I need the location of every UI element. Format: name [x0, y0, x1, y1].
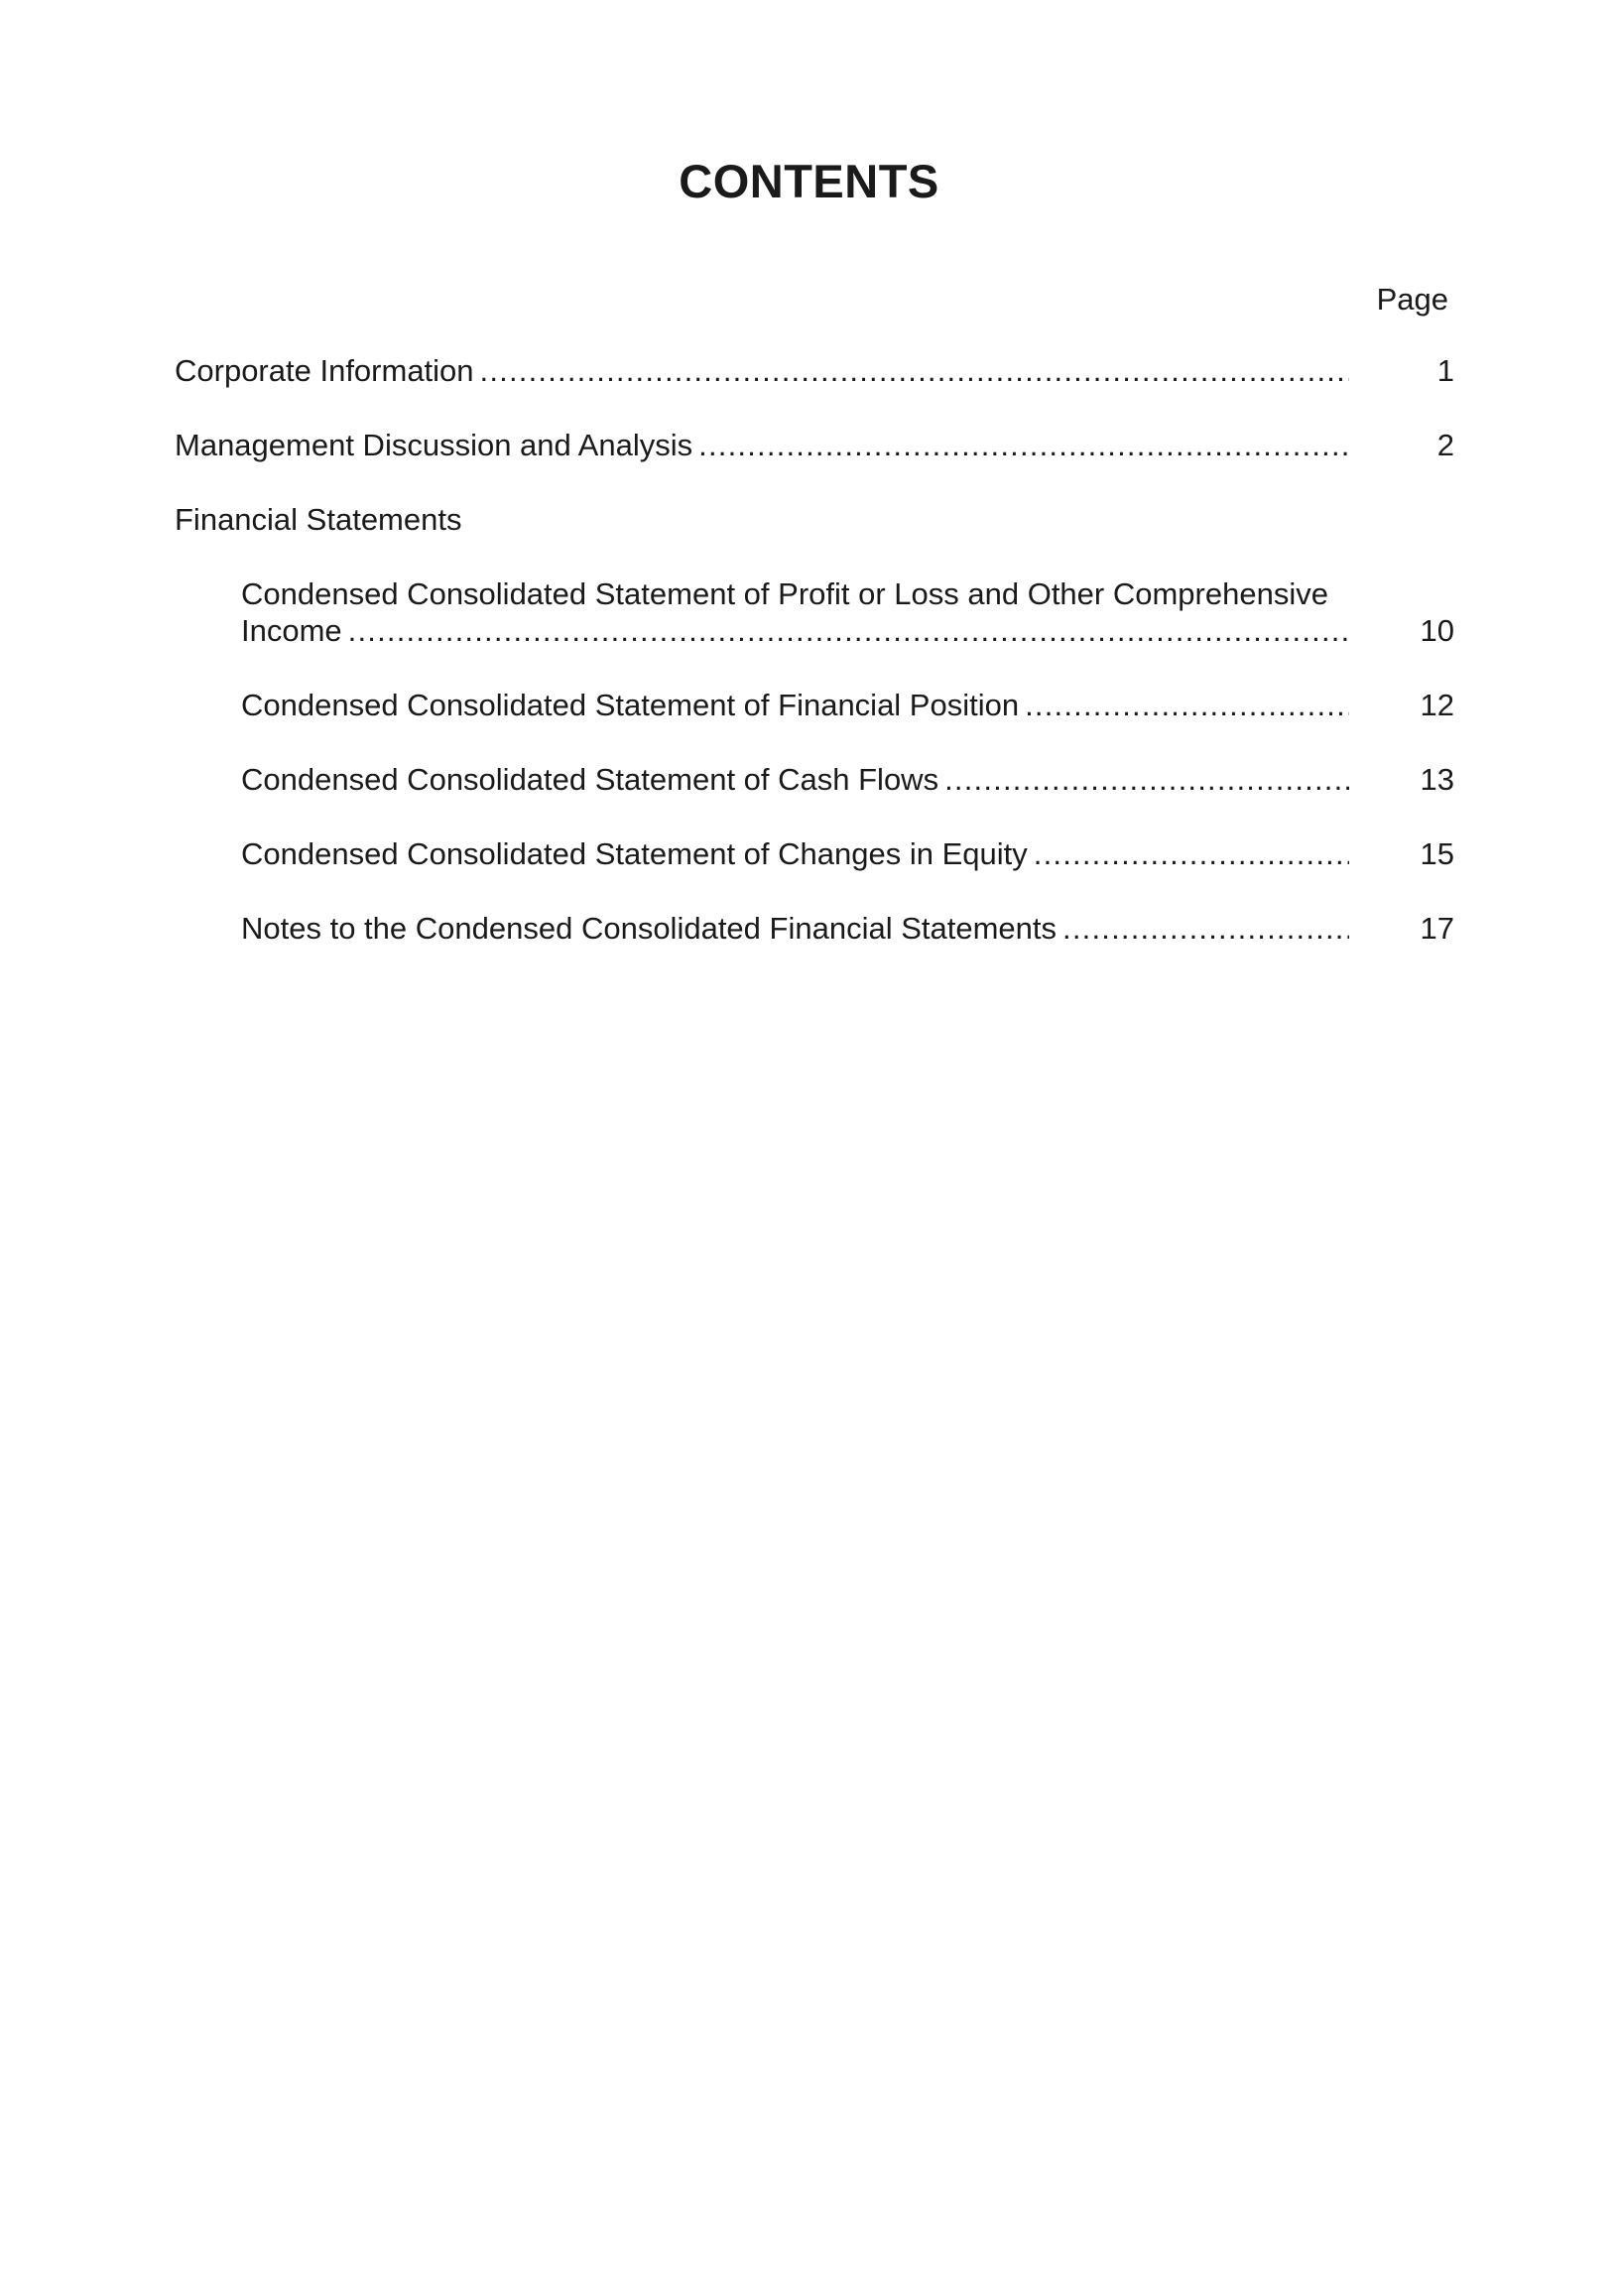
page-column-header: Page: [1376, 282, 1448, 317]
toc-entry-financial-position[interactable]: [175, 687, 1454, 723]
toc-entry-label: Condensed Consolidated Statement of Financial Position: [241, 688, 1020, 722]
toc-entry-corporate-information[interactable]: [175, 352, 1454, 389]
page-title: CONTENTS: [679, 155, 939, 207]
dot-leader: [1062, 910, 1349, 947]
toc-entry-label-line1: Condensed Consolidated Statement of Profit or Loss and Other Comprehensive: [241, 576, 1328, 611]
dot-leader: [944, 761, 1349, 798]
dot-leader: [698, 427, 1349, 463]
toc-entry-page-number: 1: [1436, 353, 1454, 388]
toc-entry-label: Management Discussion and Analysis: [175, 428, 693, 462]
toc-entry-management-discussion[interactable]: [175, 427, 1454, 463]
toc-entry-page-number: 13: [1420, 762, 1454, 797]
dot-leader: [1034, 835, 1349, 872]
toc-entry-page-number: 17: [1420, 911, 1454, 946]
dot-leader: [480, 352, 1349, 389]
toc-entry-page-number: 15: [1420, 836, 1454, 871]
toc-entry-label: Corporate Information: [175, 353, 474, 388]
toc-section-financial-statements: [175, 501, 1454, 538]
toc-entry-label: Condensed Consolidated Statement of Changes in Equity: [241, 836, 1028, 871]
toc-entry-profit-or-loss[interactable]: [175, 575, 1454, 649]
toc-entry-cash-flows[interactable]: [175, 761, 1454, 798]
toc-entry-page-number: 12: [1420, 688, 1454, 722]
toc-entry-page-number: 2: [1436, 428, 1454, 462]
toc-entry-page-number: 10: [1420, 613, 1454, 648]
toc-entry-notes[interactable]: [175, 910, 1454, 947]
toc-entry-label-line2: Income: [241, 613, 342, 648]
table-of-contents: [175, 352, 1454, 984]
toc-entry-changes-in-equity[interactable]: [175, 835, 1454, 872]
toc-entry-label: Condensed Consolidated Statement of Cash Flows: [241, 762, 939, 797]
toc-entry-label: Notes to the Condensed Consolidated Financial Statements: [241, 911, 1057, 946]
dot-leader: [348, 612, 1349, 649]
toc-section-label: Financial Statements: [175, 502, 462, 537]
dot-leader: [1025, 687, 1349, 723]
